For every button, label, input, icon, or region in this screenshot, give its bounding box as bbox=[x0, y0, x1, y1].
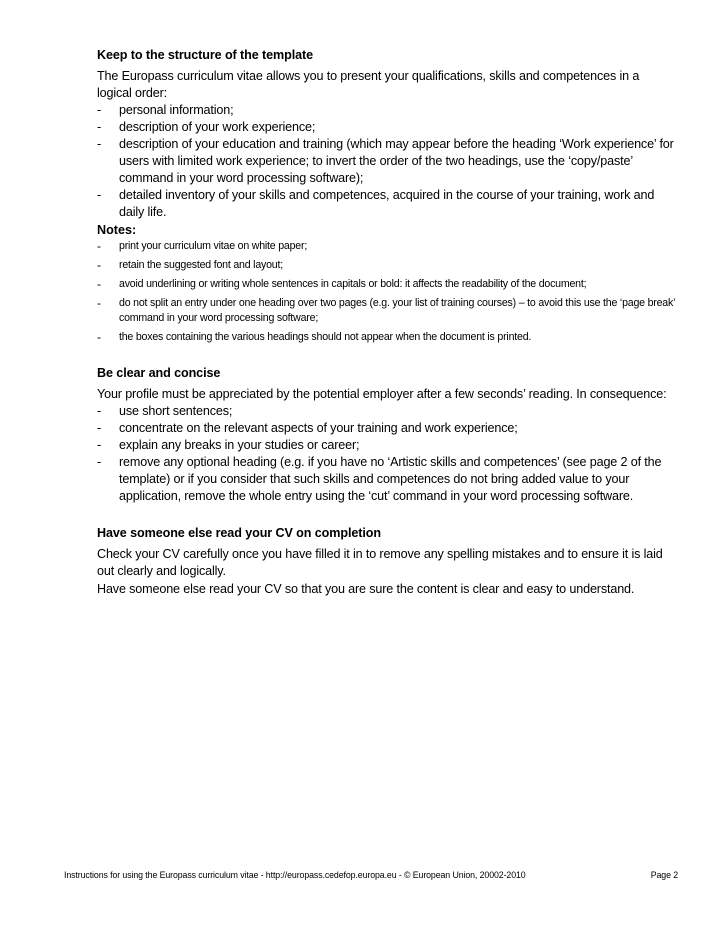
list-item bbox=[97, 420, 677, 437]
list-item bbox=[97, 136, 677, 187]
list-item bbox=[97, 454, 677, 505]
list-item-text: explain any breaks in your studies or career; bbox=[119, 438, 360, 452]
list-item bbox=[97, 403, 677, 420]
dash-marker: - bbox=[97, 103, 102, 117]
list-item bbox=[97, 102, 677, 119]
dash-marker: - bbox=[97, 296, 101, 310]
list-item-text: description of your education and training (which may appear before the heading ‘Work experience’ for users with limited work experience; to invert the order of the two headings, use the ‘copy/paste’ command in your word processing software); bbox=[119, 137, 674, 185]
section-heading: Keep to the structure of the template bbox=[97, 48, 314, 62]
section-paragraph: Have someone else read your CV so that you are sure the content is clear and easy to understand. bbox=[97, 582, 635, 596]
list-item-text: remove any optional heading (e.g. if you have no ‘Artistic skills and competences’ (see page 2 of the template) or if you consider that such skills and competences do not bring added value to your application, remove the whole entry using the ‘cut’ command in your word processing software. bbox=[119, 455, 662, 503]
list-item-text: detailed inventory of your skills and competences, acquired in the course of your training, work and daily life. bbox=[119, 188, 655, 219]
dash-marker: - bbox=[97, 421, 102, 435]
section-structure bbox=[97, 46, 677, 345]
dash-marker: - bbox=[97, 438, 102, 452]
page-number: Page 2 bbox=[650, 870, 678, 880]
notes-list bbox=[97, 239, 677, 345]
page-footer bbox=[64, 869, 678, 881]
list-item bbox=[97, 437, 677, 454]
list-item-text: use short sentences; bbox=[119, 404, 233, 418]
dash-marker: - bbox=[97, 137, 102, 151]
structure-list bbox=[97, 102, 677, 221]
dash-marker: - bbox=[97, 188, 102, 202]
dash-marker: - bbox=[97, 330, 101, 344]
note-item bbox=[97, 239, 677, 254]
dash-marker: - bbox=[97, 277, 101, 291]
concise-list bbox=[97, 403, 677, 505]
note-item-text: print your curriculum vitae on white paper; bbox=[119, 240, 308, 252]
section-intro: Your profile must be appreciated by the potential employer after a few seconds’ reading. In consequence: bbox=[97, 387, 667, 401]
note-item bbox=[97, 277, 677, 292]
note-item-text: do not split an entry under one heading over two pages (e.g. your list of training courses) – to avoid this use the ‘page break’ command in your word processing software; bbox=[119, 297, 675, 324]
note-item bbox=[97, 296, 677, 326]
list-item-text: concentrate on the relevant aspects of your training and work experience; bbox=[119, 421, 518, 435]
document-body bbox=[97, 46, 677, 598]
list-item-text: description of your work experience; bbox=[119, 120, 316, 134]
footer-text: Instructions for using the Europass curriculum vitae - http://europass.cedefop.europa.eu - © European Union, 20002-2010 bbox=[64, 870, 526, 880]
note-item bbox=[97, 330, 677, 345]
note-item bbox=[97, 258, 677, 273]
note-item-text: retain the suggested font and layout; bbox=[119, 259, 283, 271]
dash-marker: - bbox=[97, 404, 102, 418]
dash-marker: - bbox=[97, 120, 102, 134]
note-item-text: avoid underlining or writing whole sentences in capitals or bold: it affects the readability of the document; bbox=[119, 278, 587, 290]
section-clear-concise bbox=[97, 364, 677, 505]
dash-marker: - bbox=[97, 239, 101, 253]
dash-marker: - bbox=[97, 258, 101, 272]
dash-marker: - bbox=[97, 455, 102, 469]
list-item bbox=[97, 119, 677, 136]
section-intro: The Europass curriculum vitae allows you to present your qualifications, skills and competences in a logical order: bbox=[97, 69, 640, 100]
notes-label: Notes: bbox=[97, 223, 137, 237]
list-item-text: personal information; bbox=[119, 103, 234, 117]
section-proofread bbox=[97, 524, 677, 598]
list-item bbox=[97, 187, 677, 221]
note-item-text: the boxes containing the various headings should not appear when the document is printed. bbox=[119, 331, 532, 343]
section-heading: Have someone else read your CV on completion bbox=[97, 526, 381, 540]
section-heading: Be clear and concise bbox=[97, 366, 221, 380]
section-paragraph: Check your CV carefully once you have filled it in to remove any spelling mistakes and to ensure it is laid out clearly and logically. bbox=[97, 547, 663, 578]
